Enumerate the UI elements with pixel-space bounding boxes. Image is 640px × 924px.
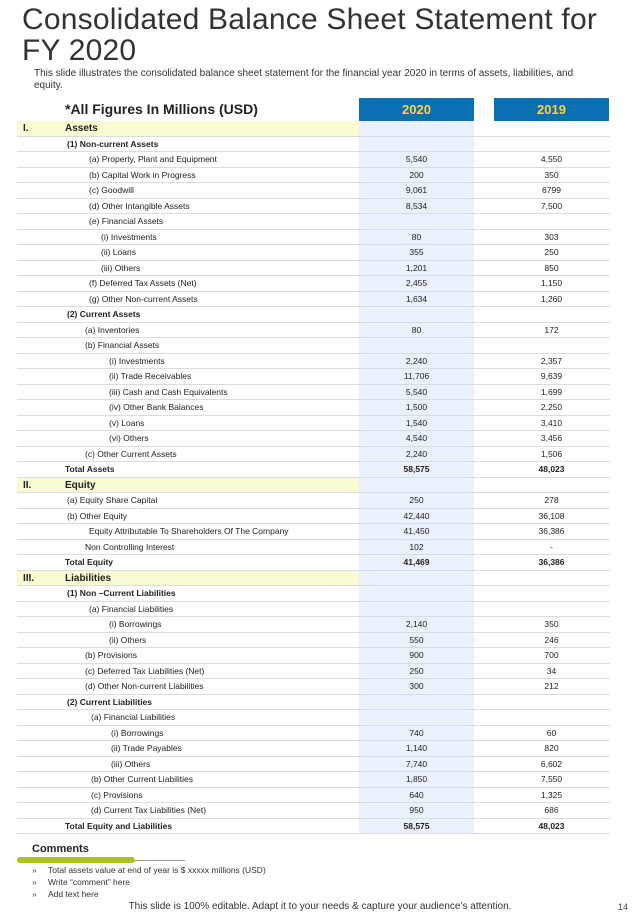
table-row	[17, 276, 610, 292]
value-2019	[494, 338, 609, 353]
row-label: (d) Current Tax Liabilities (Net)	[91, 805, 207, 815]
value-2019	[494, 602, 609, 617]
table-row	[17, 648, 610, 664]
value-2019: 1,260	[540, 293, 563, 304]
value-2020: 1,500	[359, 400, 474, 415]
row-label: (ii) Others	[109, 634, 147, 645]
value-2019: 4,550	[540, 154, 563, 164]
page-number: 14	[617, 902, 628, 912]
row-number: I.	[23, 123, 29, 134]
value-2020: 2,240	[359, 447, 474, 462]
table-row	[17, 338, 610, 354]
value-2019: 7,550	[540, 774, 563, 784]
table-row	[17, 524, 610, 540]
table-row	[17, 788, 610, 804]
row-label: Total Equity and Liabilities	[65, 820, 173, 831]
row-label: (d) Other Non-current Liabilities	[85, 681, 204, 691]
row-label: (ii) Trade Receivables	[109, 371, 192, 381]
table-row	[17, 555, 610, 571]
comment-item: » Add text here	[32, 889, 99, 899]
value-2019: 6,602	[540, 758, 563, 769]
value-2019	[494, 478, 609, 493]
value-2019: 3,456	[540, 433, 563, 443]
value-2020	[359, 121, 474, 136]
value-2020: 300	[359, 679, 474, 694]
value-2020: 740	[359, 726, 474, 741]
value-2020: 900	[359, 648, 474, 663]
value-2019: 250	[544, 247, 559, 257]
table-row	[17, 199, 610, 215]
value-2019: 2,250	[540, 402, 563, 412]
row-number: II.	[23, 479, 32, 491]
table-row	[17, 431, 610, 447]
table-row	[17, 509, 610, 525]
value-2020	[359, 214, 474, 229]
value-2019	[494, 214, 609, 229]
value-2020: 5,540	[359, 385, 474, 400]
value-2020: 2,140	[359, 617, 474, 632]
value-2020	[359, 586, 474, 601]
value-2020: 1,634	[359, 292, 474, 307]
value-2019	[494, 137, 609, 152]
row-label: (a) Equity Share Capital	[67, 495, 158, 505]
value-2020	[359, 695, 474, 710]
table-row	[17, 369, 610, 385]
value-2020: 2,455	[359, 276, 474, 291]
row-label: (i) Investments	[109, 355, 165, 366]
row-number: III.	[23, 572, 35, 584]
row-label: Non Controlling Interest	[85, 541, 175, 552]
value-2020: 640	[359, 788, 474, 803]
row-label: (iii) Others	[101, 262, 141, 273]
row-label: (2) Current Assets	[67, 309, 141, 319]
value-2020: 1,201	[359, 261, 474, 276]
table-row	[17, 772, 610, 788]
value-2019: 1,506	[540, 448, 563, 459]
value-2019: 36,386	[538, 557, 565, 567]
row-label: (b) Provisions	[85, 650, 137, 660]
table-row	[17, 540, 610, 556]
table-row	[17, 819, 610, 835]
table-row	[17, 323, 610, 339]
value-2019: 1,325	[540, 789, 563, 800]
row-label: (g) Other Non-current Assets	[89, 293, 198, 304]
row-label: (a) Financial Liabilities	[89, 603, 174, 614]
value-2020: 41,469	[359, 555, 474, 570]
row-label: (ii) Loans	[101, 247, 136, 257]
value-2019: 9,639	[540, 371, 563, 381]
row-label: (iii) Cash and Cash Equivalents	[109, 386, 228, 397]
row-label: (e) Financial Assets	[89, 216, 164, 226]
row-label: (ii) Trade Payables	[111, 743, 182, 753]
comments-accent-bar	[17, 857, 135, 863]
table-row	[17, 261, 610, 277]
row-label: Total Equity	[65, 557, 114, 567]
table-row	[17, 416, 610, 432]
table-row	[17, 633, 610, 649]
value-2020: 41,450	[359, 524, 474, 539]
value-2020: 9,061	[359, 183, 474, 198]
value-2020	[359, 307, 474, 322]
value-2019: 278	[544, 495, 559, 505]
table-row	[17, 168, 610, 184]
table-row	[17, 400, 610, 416]
table-row	[17, 354, 610, 370]
row-label: (i) Investments	[101, 231, 157, 242]
comment-item: » Total assets value at end of year is $ xxxxx millions (USD)	[32, 865, 266, 875]
value-2020: 58,575	[359, 462, 474, 477]
value-2020: 950	[359, 803, 474, 818]
section-row	[17, 571, 610, 587]
table-row	[17, 586, 610, 602]
value-2020	[359, 478, 474, 493]
value-2020: 11,706	[359, 369, 474, 384]
value-2019: 3,410	[540, 417, 563, 428]
value-2020: 1,850	[359, 772, 474, 787]
section-row	[17, 478, 610, 494]
row-label: (c) Other Current Assets	[85, 448, 177, 459]
table-row	[17, 803, 610, 819]
value-2019: 350	[544, 169, 559, 180]
value-2020	[359, 137, 474, 152]
table-row	[17, 741, 610, 757]
year-2020-header: 2020	[359, 98, 474, 121]
table-row	[17, 757, 610, 773]
row-label: Liabilities	[65, 572, 112, 584]
value-2019: 246	[544, 634, 559, 645]
value-2019: 850	[544, 262, 559, 273]
row-label: Equity	[65, 479, 96, 491]
footer-note: This slide is 100% editable. Adapt it to your needs & capture your audience’s attention.	[128, 901, 512, 912]
row-label: (iii) Others	[111, 758, 151, 769]
value-2020: 1,540	[359, 416, 474, 431]
value-2019: 1,699	[540, 386, 563, 397]
value-2019: 1,150	[540, 278, 563, 288]
row-label: (2) Current Liabilities	[67, 696, 153, 707]
table-row	[17, 447, 610, 463]
row-label: (a) Property, Plant and Equipment	[89, 154, 217, 164]
comments-divider	[135, 860, 185, 861]
row-label: (i) Borrowings	[111, 727, 164, 738]
value-2019: 34	[546, 665, 557, 676]
row-label: (c) Provisions	[91, 789, 143, 800]
row-label: Total Assets	[65, 464, 115, 474]
value-2020	[359, 571, 474, 586]
table-row	[17, 726, 610, 742]
value-2019: 7,500	[540, 200, 563, 211]
row-label: (v) Loans	[109, 417, 145, 428]
table-row	[17, 183, 610, 199]
row-label: (f) Deferred Tax Assets (Net)	[89, 278, 197, 288]
value-2020	[359, 338, 474, 353]
value-2020: 200	[359, 168, 474, 183]
value-2020	[359, 602, 474, 617]
value-2020: 42,440	[359, 509, 474, 524]
value-2019: -	[550, 541, 553, 552]
row-label: Equity Attributable To Shareholders Of The Company	[89, 526, 289, 536]
value-2019: 48,023	[538, 464, 565, 474]
row-label: (b) Financial Assets	[85, 340, 160, 350]
row-label: (1) Non-current Assets	[67, 138, 159, 149]
table-row	[17, 710, 610, 726]
comments-heading: Comments	[32, 843, 89, 855]
value-2019	[494, 695, 609, 710]
row-label: (b) Other Current Liabilities	[91, 774, 194, 784]
value-2019: 48,023	[538, 820, 565, 831]
value-2020: 8,534	[359, 199, 474, 214]
table-row	[17, 385, 610, 401]
table-row	[17, 462, 610, 478]
comment-item: » Write “comment” here	[32, 877, 131, 887]
value-2019: 212	[544, 681, 559, 691]
value-2020: 2,240	[359, 354, 474, 369]
table-row	[17, 493, 610, 509]
balance-sheet-table	[17, 98, 610, 834]
value-2019: 700	[544, 650, 559, 660]
row-label: (b) Other Equity	[67, 510, 127, 521]
value-2019: 686	[544, 805, 559, 815]
value-2019: 2,357	[540, 355, 563, 366]
value-2019	[494, 571, 609, 586]
row-label: (d) Other Intangible Assets	[89, 200, 190, 211]
value-2019: 303	[544, 231, 559, 242]
value-2020: 58,575	[359, 819, 474, 834]
table-header	[17, 98, 610, 121]
value-2020	[359, 710, 474, 725]
value-2020: 4,540	[359, 431, 474, 446]
value-2020: 250	[359, 664, 474, 679]
value-2020: 550	[359, 633, 474, 648]
table-row	[17, 230, 610, 246]
row-label: (iv) Other Bank Balances	[109, 402, 204, 412]
row-label: (a) Financial Liabilities	[91, 712, 176, 722]
table-row	[17, 214, 610, 230]
value-2020: 80	[359, 323, 474, 338]
table-row	[17, 245, 610, 261]
table-row	[17, 137, 610, 153]
value-2020: 80	[359, 230, 474, 245]
page-title: Consolidated Balance Sheet Statement for FY 2020	[22, 3, 598, 67]
figures-note: *All Figures In Millions (USD)	[65, 101, 258, 117]
row-label: (vi) Others	[109, 433, 149, 443]
row-label: (b) Capital Work in Progress	[89, 169, 196, 180]
value-2019: 6799	[542, 185, 561, 195]
table-body	[17, 121, 610, 834]
value-2019	[494, 586, 609, 601]
value-2020: 7,740	[359, 757, 474, 772]
table-row	[17, 602, 610, 618]
row-label: Assets	[65, 123, 98, 134]
value-2019: 36,108	[538, 510, 565, 521]
section-row	[17, 121, 610, 137]
value-2019: 60	[546, 727, 557, 738]
value-2019: 36,386	[538, 526, 565, 536]
table-row	[17, 679, 610, 695]
row-label: (a) Inventories	[85, 324, 140, 335]
year-2019-header: 2019	[494, 98, 609, 121]
row-label: (c) Goodwill	[89, 185, 134, 195]
row-label: (i) Borrowings	[109, 619, 162, 629]
value-2020: 102	[359, 540, 474, 555]
value-2019	[494, 710, 609, 725]
value-2020: 1,140	[359, 741, 474, 756]
table-row	[17, 617, 610, 633]
value-2019: 820	[544, 743, 559, 753]
table-row	[17, 307, 610, 323]
value-2020: 250	[359, 493, 474, 508]
table-row	[17, 664, 610, 680]
value-2019	[494, 307, 609, 322]
table-row	[17, 695, 610, 711]
value-2020: 5,540	[359, 152, 474, 167]
page-subtitle: This slide illustrates the consolidated balance sheet statement for the financial year 2020 in terms of assets, liabilities, and equity.	[34, 68, 574, 91]
value-2019: 350	[544, 619, 559, 629]
table-row	[17, 152, 610, 168]
row-label: (1) Non –Current Liabilities	[67, 588, 176, 598]
table-row	[17, 292, 610, 308]
value-2019	[494, 121, 609, 136]
value-2020: 355	[359, 245, 474, 260]
value-2019: 172	[544, 324, 559, 335]
row-label: (c) Deferred Tax Liabilities (Net)	[85, 665, 205, 676]
